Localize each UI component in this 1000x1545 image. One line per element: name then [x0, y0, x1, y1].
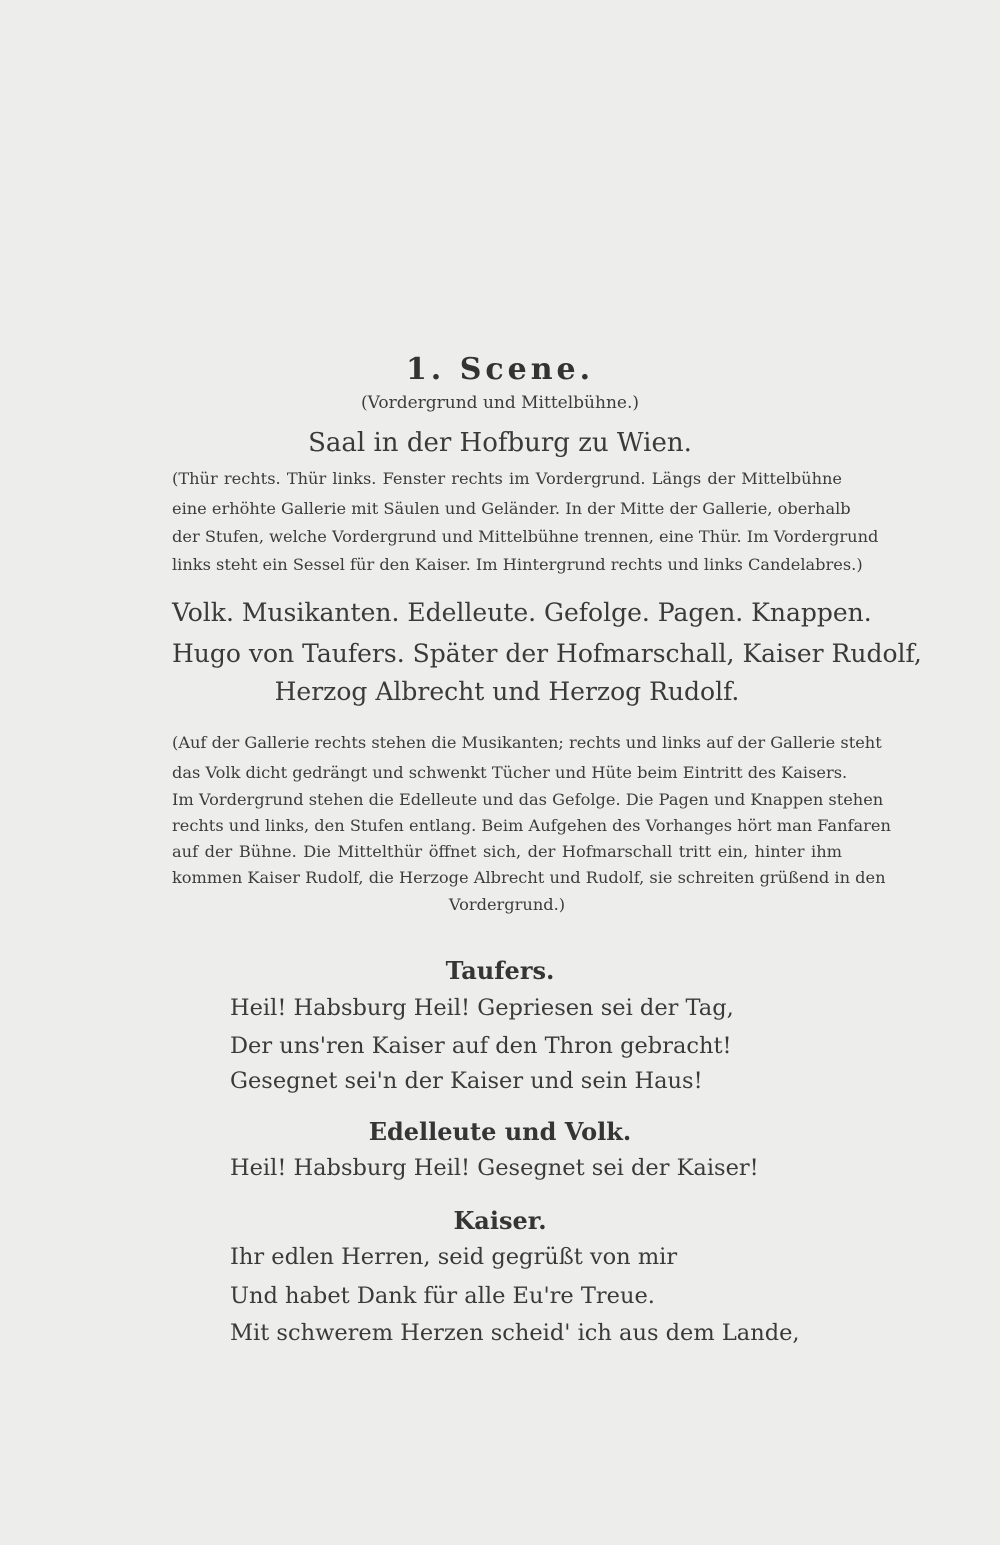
stage-direction-line: kommen Kaiser Rudolf, die Herzoge Albrecht und Rudolf, sie schreiten grüßend in den [172, 868, 886, 887]
verse-line: Gesegnet sei'n der Kaiser und sein Haus! [230, 1068, 703, 1094]
scene-subtitle: (Vordergrund und Mittelbühne.) [361, 393, 639, 413]
stage-direction-line: eine erhöhte Gallerie mit Säulen und Geländer. In der Mitte der Gallerie, oberhalb [172, 499, 851, 518]
verse-line: Ihr edlen Herren, seid gegrüßt von mir [230, 1244, 678, 1270]
cast-line: Volk. Musikanten. Edelleute. Gefolge. Pagen. Knappen. [172, 598, 872, 627]
speaker-name: Kaiser. [453, 1206, 547, 1235]
stage-direction-line: (Auf der Gallerie rechts stehen die Musikanten; rechts und links auf der Gallerie steht [172, 733, 882, 752]
verse-line: Und habet Dank für alle Eu're Treue. [230, 1283, 655, 1309]
stage-direction-line: Vordergrund.) [448, 895, 566, 914]
stage-direction-line: Im Vordergrund stehen die Edelleute und das Gefolge. Die Pagen und Knappen stehen [172, 790, 884, 809]
verse-line: Heil! Habsburg Heil! Gesegnet sei der Kaiser! [230, 1155, 759, 1181]
scene-title: 1. Scene. [405, 352, 595, 387]
verse-line: Heil! Habsburg Heil! Gepriesen sei der Tag, [230, 995, 734, 1021]
stage-direction-line: der Stufen, welche Vordergrund und Mittelbühne trennen, eine Thür. Im Vordergrund [172, 527, 879, 546]
verse-line: Der uns'ren Kaiser auf den Thron gebracht! [230, 1033, 732, 1059]
stage-direction-line: rechts und links, den Stufen entlang. Beim Aufgehen des Vorhanges hört man Fanfaren [172, 816, 891, 835]
speaker-name: Edelleute und Volk. [368, 1117, 632, 1146]
verse-line: Mit schwerem Herzen scheid' ich aus dem Lande, [230, 1320, 800, 1346]
stage-direction-line: auf der Bühne. Die Mittelthür öffnet sich, der Hofmarschall tritt ein, hinter ihm [172, 842, 842, 861]
stage-direction-line: links steht ein Sessel für den Kaiser. Im Hintergrund rechts und links Candelabres.) [172, 555, 863, 574]
speaker-name: Taufers. [445, 956, 555, 985]
cast-line: Hugo von Taufers. Später der Hofmarschall, Kaiser Rudolf, [172, 639, 922, 668]
stage-direction-line: das Volk dicht gedrängt und schwenkt Tücher und Hüte beim Eintritt des Kaisers. [172, 763, 848, 782]
cast-line: Herzog Albrecht und Herzog Rudolf. [274, 677, 740, 706]
stage-direction-line: (Thür rechts. Thür links. Fenster rechts im Vordergrund. Längs der Mittelbühne [172, 469, 842, 488]
scene-location: Saal in der Hofburg zu Wien. [308, 428, 692, 458]
